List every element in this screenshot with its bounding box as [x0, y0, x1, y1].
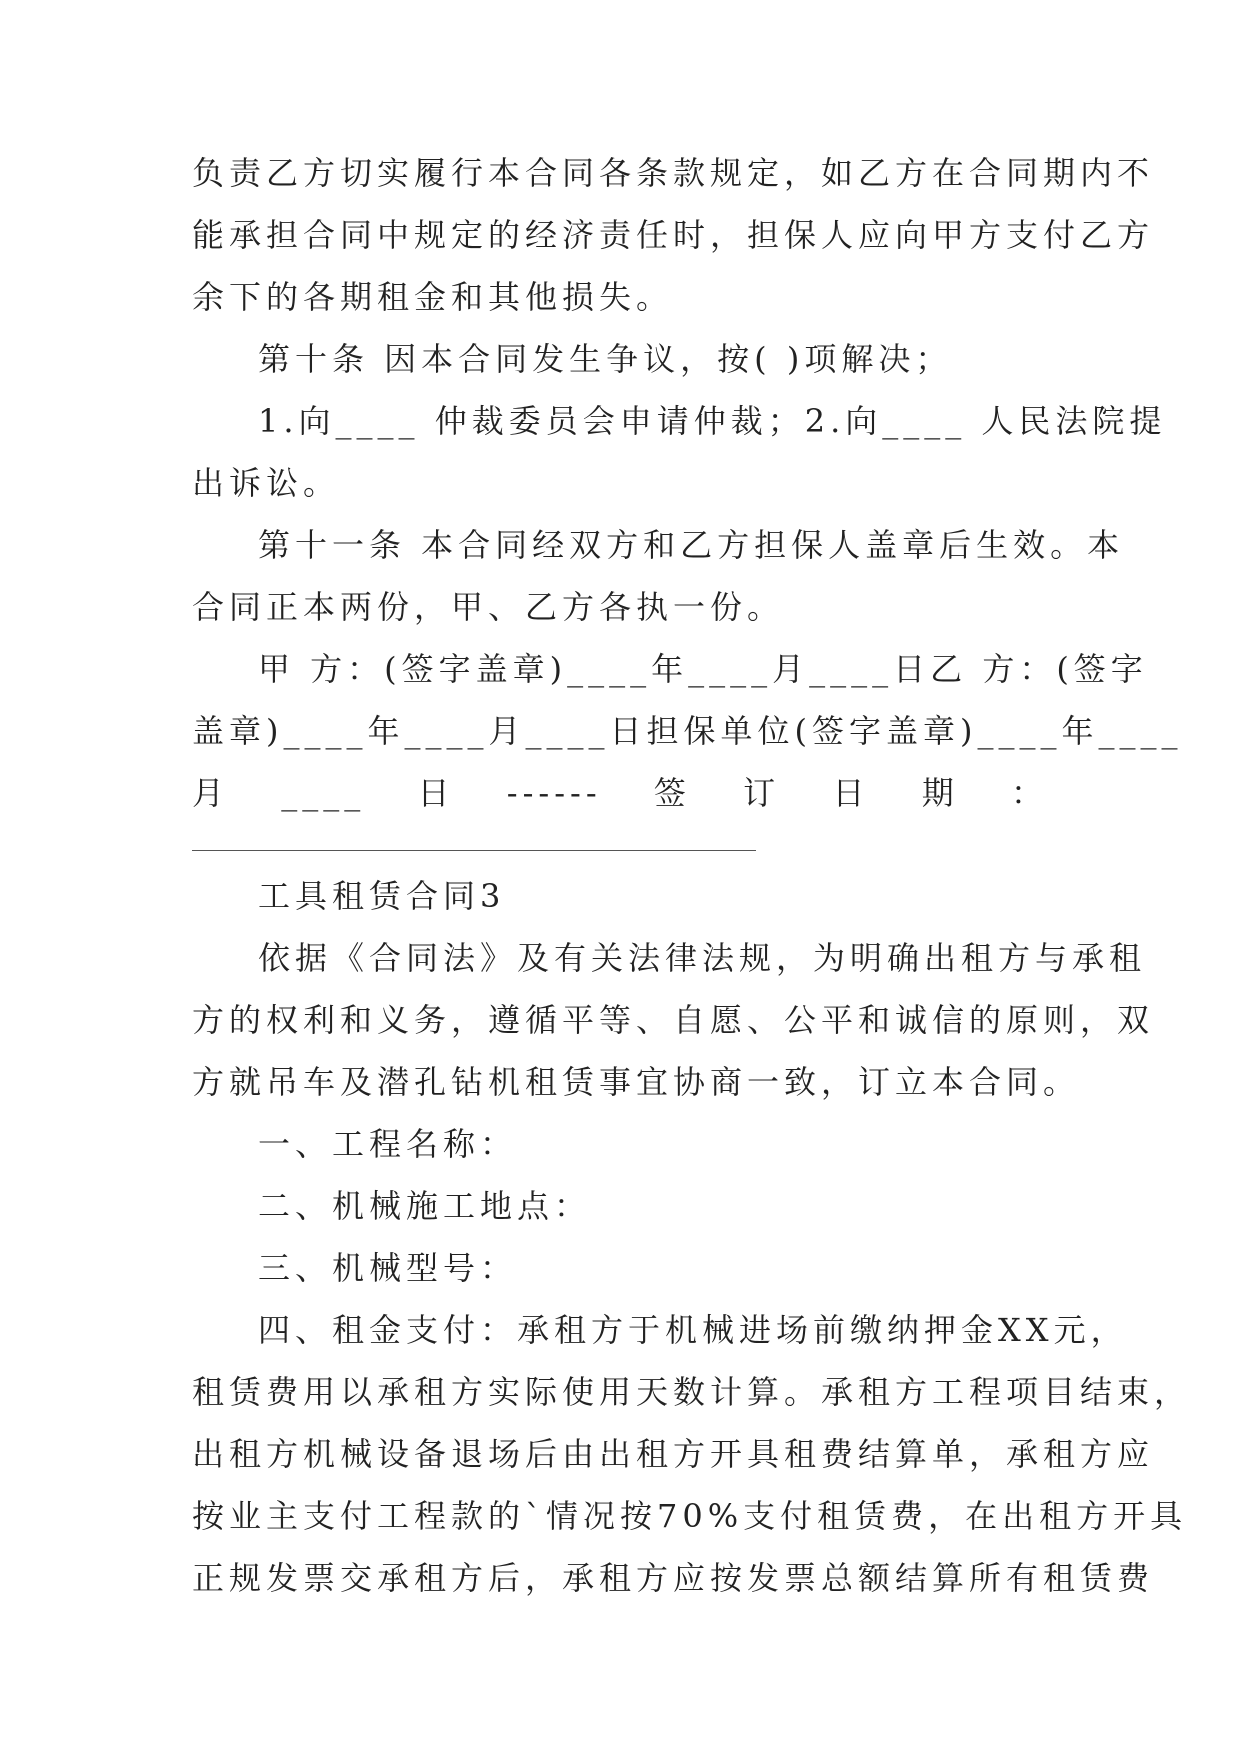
paragraph-line: 方就吊车及潜孔钻机租赁事宜协商一致，订立本合同。: [192, 1063, 1081, 1101]
paragraph-line: 依据《合同法》及有关法律法规，为明确出租方与承租: [258, 939, 1147, 977]
paragraph-line: 按业主支付工程款的`情况按70%支付租赁费，在出租方开具: [192, 1497, 1188, 1535]
item-project-name: 一、工程名称：: [258, 1125, 518, 1163]
signature-line: 甲 方：(签字盖章)____年____月____日乙 方：(签字: [258, 650, 1148, 688]
paragraph-line: 1.向____ 仲裁委员会申请仲裁；2.向____ 人民法院提: [258, 402, 1167, 440]
divider: [192, 850, 756, 851]
sign-row-item: ------: [506, 774, 602, 812]
section-title: 工具租赁合同3: [258, 877, 506, 915]
clause-eleven: 第十一条 本合同经双方和乙方担保人盖章后生效。本: [258, 526, 1125, 564]
sign-row-item: ：: [1010, 774, 1048, 812]
paragraph-line: 出诉讼。: [192, 464, 341, 502]
paragraph-line: 负责乙方切实履行本合同各条款规定，如乙方在合同期内不: [192, 154, 1155, 192]
paragraph-line: 能承担合同中规定的经济责任时，担保人应向甲方支付乙方: [192, 216, 1155, 254]
sign-row-item: 日: [417, 774, 455, 812]
sign-row-item: 订: [743, 774, 781, 812]
paragraph-line: 出租方机械设备退场后由出租方开具租费结算单，承租方应: [192, 1435, 1155, 1473]
item-site: 二、机械施工地点：: [258, 1187, 592, 1225]
paragraph-line: 方的权利和义务，遵循平等、自愿、公平和诚信的原则，双: [192, 1001, 1155, 1039]
signing-date-row: [192, 762, 1048, 824]
sign-row-item: 签: [653, 774, 691, 812]
paragraph-line: 正规发票交承租方后，承租方应按发票总额结算所有租赁费: [192, 1559, 1155, 1597]
item-model: 三、机械型号：: [258, 1249, 518, 1287]
sign-row-item: ____: [281, 774, 366, 812]
signature-line: 盖章)____年____月____日担保单位(签字盖章)____年____: [192, 712, 1183, 750]
document-page: [192, 142, 1192, 1609]
item-payment: 四、租金支付：承租方于机械进场前缴纳押金XX元，: [258, 1311, 1128, 1349]
sign-row-item: 月: [192, 774, 230, 812]
clause-ten: 第十条 因本合同发生争议，按( )项解决；: [258, 340, 953, 378]
sign-row-item: 期: [921, 774, 959, 812]
paragraph-line: 余下的各期租金和其他损失。: [192, 278, 674, 316]
paragraph-line: 合同正本两份，甲、乙方各执一份。: [192, 588, 785, 626]
paragraph-line: 租赁费用以承租方实际使用天数计算。承租方工程项目结束，: [192, 1373, 1192, 1411]
sign-row-item: 日: [832, 774, 870, 812]
